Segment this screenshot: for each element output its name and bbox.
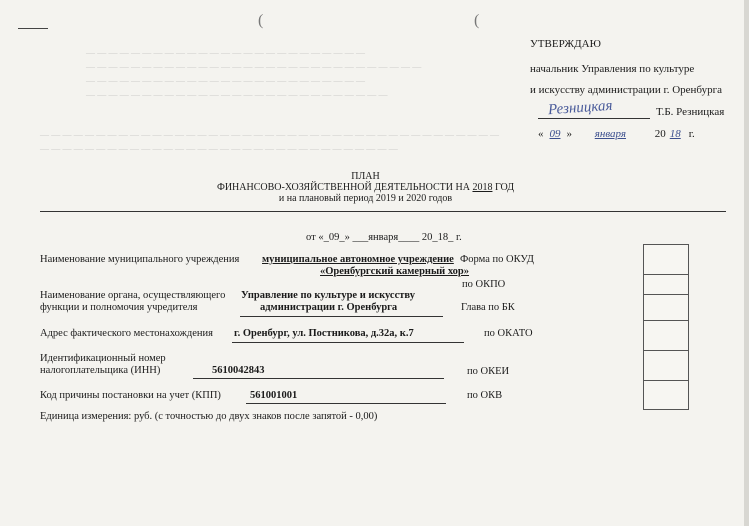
address-label: Адрес фактического местонахождения	[40, 328, 213, 339]
code-box-okv	[643, 380, 689, 410]
address-value: г. Оренбург, ул. Постникова, д.32а, к.7	[234, 328, 414, 339]
inn-value: 5610042843	[212, 365, 265, 376]
inn-label-2: налогоплательщика (ИНН)	[40, 365, 161, 376]
plan-period: и на плановый период 2019 и 2020 годов	[278, 193, 453, 204]
hole-punch-mark: (	[258, 12, 264, 29]
kpp-underline	[246, 403, 446, 404]
bleed-through-text: — — — — — — — — — — — — — — — — — — — — — — — — — — —	[86, 90, 388, 100]
code-box-okud	[643, 244, 689, 276]
kpp-value: 561001001	[250, 390, 298, 401]
bleed-through-text: — — — — — — — — — — — — — — — — — — — — — — — — — — — — — — — — — — — — — — — — —	[40, 130, 499, 140]
okv-label: по ОКВ	[467, 390, 503, 401]
founder-label-2: функции и полномочия учредителя	[40, 302, 198, 313]
date-open-quote: «	[538, 128, 544, 140]
hole-punch-mark: (	[474, 12, 480, 29]
plan-date: от «_09_» ___января____ 20_18_ г.	[306, 232, 462, 243]
approve-label: УТВЕРЖДАЮ	[530, 38, 601, 50]
approver-position-1: начальник Управления по культуре	[530, 63, 695, 75]
plan-subtitle-prefix: ФИНАНСОВО-ХОЗЯЙСТВЕННОЙ ДЕЯТЕЛЬНОСТИ НА	[216, 182, 470, 193]
title-divider	[40, 211, 726, 212]
approval-date	[538, 128, 695, 140]
bk-label: Глава по БК	[461, 302, 515, 313]
bleed-through-text: — — — — — — — — — — — — — — — — — — — — — — — — — — — — — — — —	[40, 144, 398, 154]
okud-label: Форма по ОКУД	[460, 254, 534, 265]
approval-month: января	[594, 128, 626, 140]
approval-day: 09	[549, 128, 561, 140]
code-box-okato	[643, 320, 689, 352]
org-name-value-1: муниципальное автономное учреждение	[262, 254, 454, 265]
code-box-bk	[643, 294, 689, 322]
kpp-label: Код причины постановки на учет (КПП)	[40, 390, 221, 401]
plan-subtitle-suffix: ГОД	[494, 182, 515, 193]
bleed-through-text: — — — — — — — — — — — — — — — — — — — — — — — — — — — — — —	[86, 62, 422, 72]
approver-position-2: и искусству администрации г. Оренбурга	[530, 84, 723, 96]
code-box-okpo	[643, 274, 689, 296]
approval-year-prefix: 20	[654, 128, 666, 140]
okpo-label: по ОКПО	[462, 279, 506, 290]
founder-label-1: Наименование органа, осуществляющего	[40, 290, 226, 301]
unit-of-measure: Единица измерения: руб. (с точностью до двух знаков после запятой - 0,00)	[40, 411, 378, 422]
founder-underline	[240, 316, 443, 317]
date-close-quote: »	[566, 128, 572, 140]
address-underline	[232, 342, 464, 343]
scan-edge	[744, 0, 749, 526]
inn-underline	[193, 378, 444, 379]
plan-year: 2018	[472, 182, 493, 193]
approval-year-suffix: г.	[688, 128, 695, 140]
scan-mark	[18, 28, 48, 29]
bleed-through-text: — — — — — — — — — — — — — — — — — — — — — — — — —	[86, 48, 365, 58]
okato-label: по ОКАТО	[484, 328, 533, 339]
plan-title: ПЛАН	[351, 171, 380, 182]
plan-subtitle	[0, 182, 740, 193]
founder-value-1: Управление по культуре и искусству	[241, 290, 415, 301]
bleed-through-text: — — — — — — — — — — — — — — — — — — — — — — — — —	[86, 76, 365, 86]
approval-year: 18	[669, 128, 681, 140]
inn-label-1: Идентификационный номер	[40, 353, 166, 364]
org-name-label: Наименование муниципального учреждения	[40, 254, 240, 265]
handwritten-signature: Резницкая	[547, 97, 613, 119]
org-name-value-2: «Оренбургский камерный хор»	[320, 266, 470, 277]
founder-value-2: администрации г. Оренбурга	[260, 302, 398, 313]
okei-label: по ОКЕИ	[467, 366, 510, 377]
code-box-okei	[643, 350, 689, 382]
signatory-name: Т.Б. Резницкая	[656, 106, 725, 118]
